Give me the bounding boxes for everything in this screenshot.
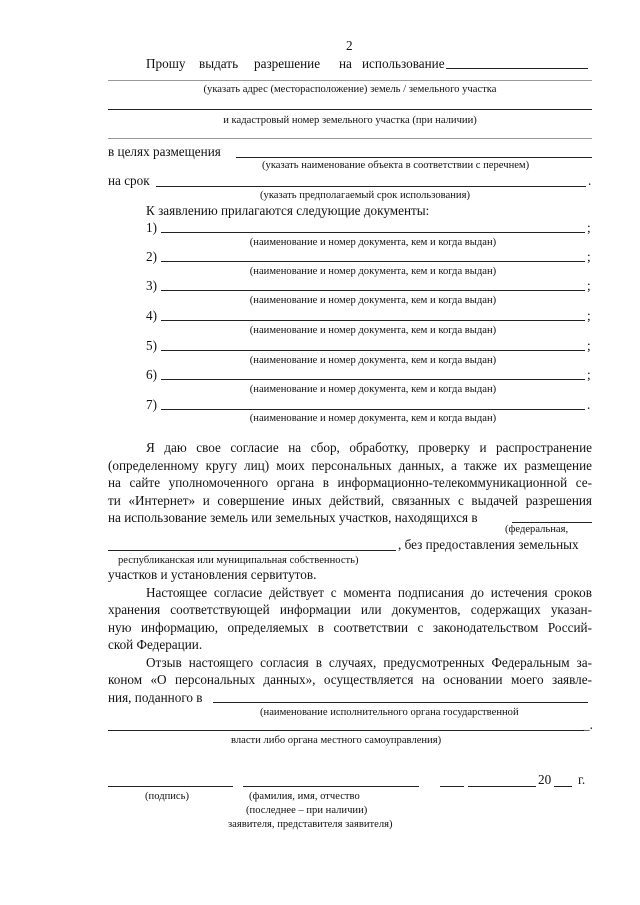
attachment-field[interactable] <box>161 409 585 410</box>
property-type-hint-b: республиканская или муниципальная собственность) <box>118 555 359 566</box>
attachment-hint: (наименование и номер документа, кем и когда выдан) <box>249 325 497 336</box>
authority-hint-a: (наименование исполнительного органа государственной <box>260 707 519 718</box>
attachment-hint: (наименование и номер документа, кем и когда выдан) <box>249 384 497 395</box>
authority-hint-b: власти либо органа местного самоуправления) <box>231 735 442 746</box>
consent-line: , без предоставления земельных <box>398 537 579 552</box>
attachment-end: ; <box>587 367 591 382</box>
property-type-hint-a: (федеральная, <box>505 524 569 535</box>
attachment-number: 6) <box>146 367 157 382</box>
attachment-field[interactable] <box>161 232 585 233</box>
address-field-2[interactable] <box>108 109 592 110</box>
address-field[interactable] <box>108 80 592 81</box>
validity-line: Настоящее согласие действует с момента подписания до истечения сроков <box>146 585 592 600</box>
authority-field-2[interactable] <box>108 730 584 731</box>
term-label: на срок <box>108 173 150 188</box>
authority-end: _. <box>583 717 593 732</box>
attachment-field[interactable] <box>161 261 585 262</box>
term-end: . <box>588 173 592 188</box>
term-hint: (указать предполагаемый срок использования) <box>260 190 470 201</box>
attachment-number: 5) <box>146 338 157 353</box>
attachment-end: ; <box>587 249 591 264</box>
attachment-end: ; <box>587 220 591 235</box>
year-prefix: 20 <box>538 772 552 787</box>
validity-line: хранения соответствующей информации или документов, содержащих указан- <box>108 602 592 617</box>
signature-field[interactable] <box>108 786 233 787</box>
consent-line: участков и установления сервитутов. <box>108 567 317 582</box>
cadastral-hint: и кадастровый номер земельного участка (при наличии) <box>223 115 477 126</box>
attachment-hint: (наименование и номер документа, кем и когда выдан) <box>249 355 497 366</box>
authority-field[interactable] <box>213 702 588 703</box>
term-field[interactable] <box>156 186 586 187</box>
validity-line: ную информацию, определяемых в соответствии с законодательством Россий- <box>108 620 592 635</box>
attachment-number: 4) <box>146 308 157 323</box>
request-word: использование <box>362 56 445 71</box>
property-type-field-2[interactable] <box>108 550 396 551</box>
consent-line: ти «Интернет» и совершение иных действий, связанных с выдачей разрешения <box>108 493 592 508</box>
signature-hint: (подпись) <box>145 791 189 802</box>
date-day-field[interactable] <box>440 786 464 787</box>
page-number: 2 <box>346 38 353 53</box>
cadastral-field[interactable] <box>108 138 592 139</box>
full-name-hint-2: (последнее – при наличии) <box>246 805 368 816</box>
full-name-hint-3: заявителя, представителя заявителя) <box>228 819 393 830</box>
year-suffix: г. <box>578 772 586 787</box>
date-month-field[interactable] <box>468 786 536 787</box>
revocation-line: ния, поданного в <box>108 690 203 705</box>
full-name-field[interactable] <box>243 786 419 787</box>
consent-line: (определенному кругу лиц) моих персональных данных, а также их размещение <box>108 458 592 473</box>
attachment-end: ; <box>587 308 591 323</box>
validity-line: ской Федерации. <box>108 637 203 652</box>
attachment-number: 3) <box>146 278 157 293</box>
attachments-heading: К заявлению прилагаются следующие документы: <box>146 203 430 218</box>
address-hint: (указать адрес (месторасположение) земель / земельного участка <box>203 84 497 95</box>
request-word: Прошу <box>146 56 186 71</box>
attachment-end: ; <box>587 278 591 293</box>
attachment-number: 7) <box>146 397 157 412</box>
revocation-line: Отзыв настоящего согласия в случаях, предусмотренных Федеральным за- <box>146 655 592 670</box>
date-year-field[interactable] <box>554 786 572 787</box>
request-word: выдать <box>199 56 239 71</box>
purpose-label: в целях размещения <box>108 144 221 159</box>
attachment-number: 2) <box>146 249 157 264</box>
purpose-field[interactable] <box>236 157 592 158</box>
attachment-end: . <box>587 397 591 412</box>
attachment-end: ; <box>587 338 591 353</box>
purpose-hint: (указать наименование объекта в соответствии с перечнем) <box>262 160 530 171</box>
attachment-number: 1) <box>146 220 157 235</box>
consent-line: Я даю свое согласие на сбор, обработку, проверку и распространение <box>146 440 592 455</box>
full-name-hint: (фамилия, имя, отчество <box>249 791 360 802</box>
request-word: на <box>339 56 352 71</box>
attachment-field[interactable] <box>161 350 585 351</box>
attachment-hint: (наименование и номер документа, кем и когда выдан) <box>249 295 497 306</box>
attachment-hint: (наименование и номер документа, кем и когда выдан) <box>249 237 497 248</box>
attachment-field[interactable] <box>161 320 585 321</box>
attachment-field[interactable] <box>161 290 585 291</box>
land-use-field[interactable] <box>446 68 588 69</box>
consent-line: на сайте уполномоченного органа в информационно-телекоммуникационной се- <box>108 475 592 490</box>
consent-line: на использование земель или земельных участков, находящихся в <box>108 510 478 525</box>
request-word: разрешение <box>254 56 321 71</box>
attachment-hint: (наименование и номер документа, кем и когда выдан) <box>249 413 497 424</box>
revocation-line: коном «О персональных данных», осуществляется на основании моего заявле- <box>108 672 592 687</box>
attachment-hint: (наименование и номер документа, кем и когда выдан) <box>249 266 497 277</box>
attachment-field[interactable] <box>161 379 585 380</box>
